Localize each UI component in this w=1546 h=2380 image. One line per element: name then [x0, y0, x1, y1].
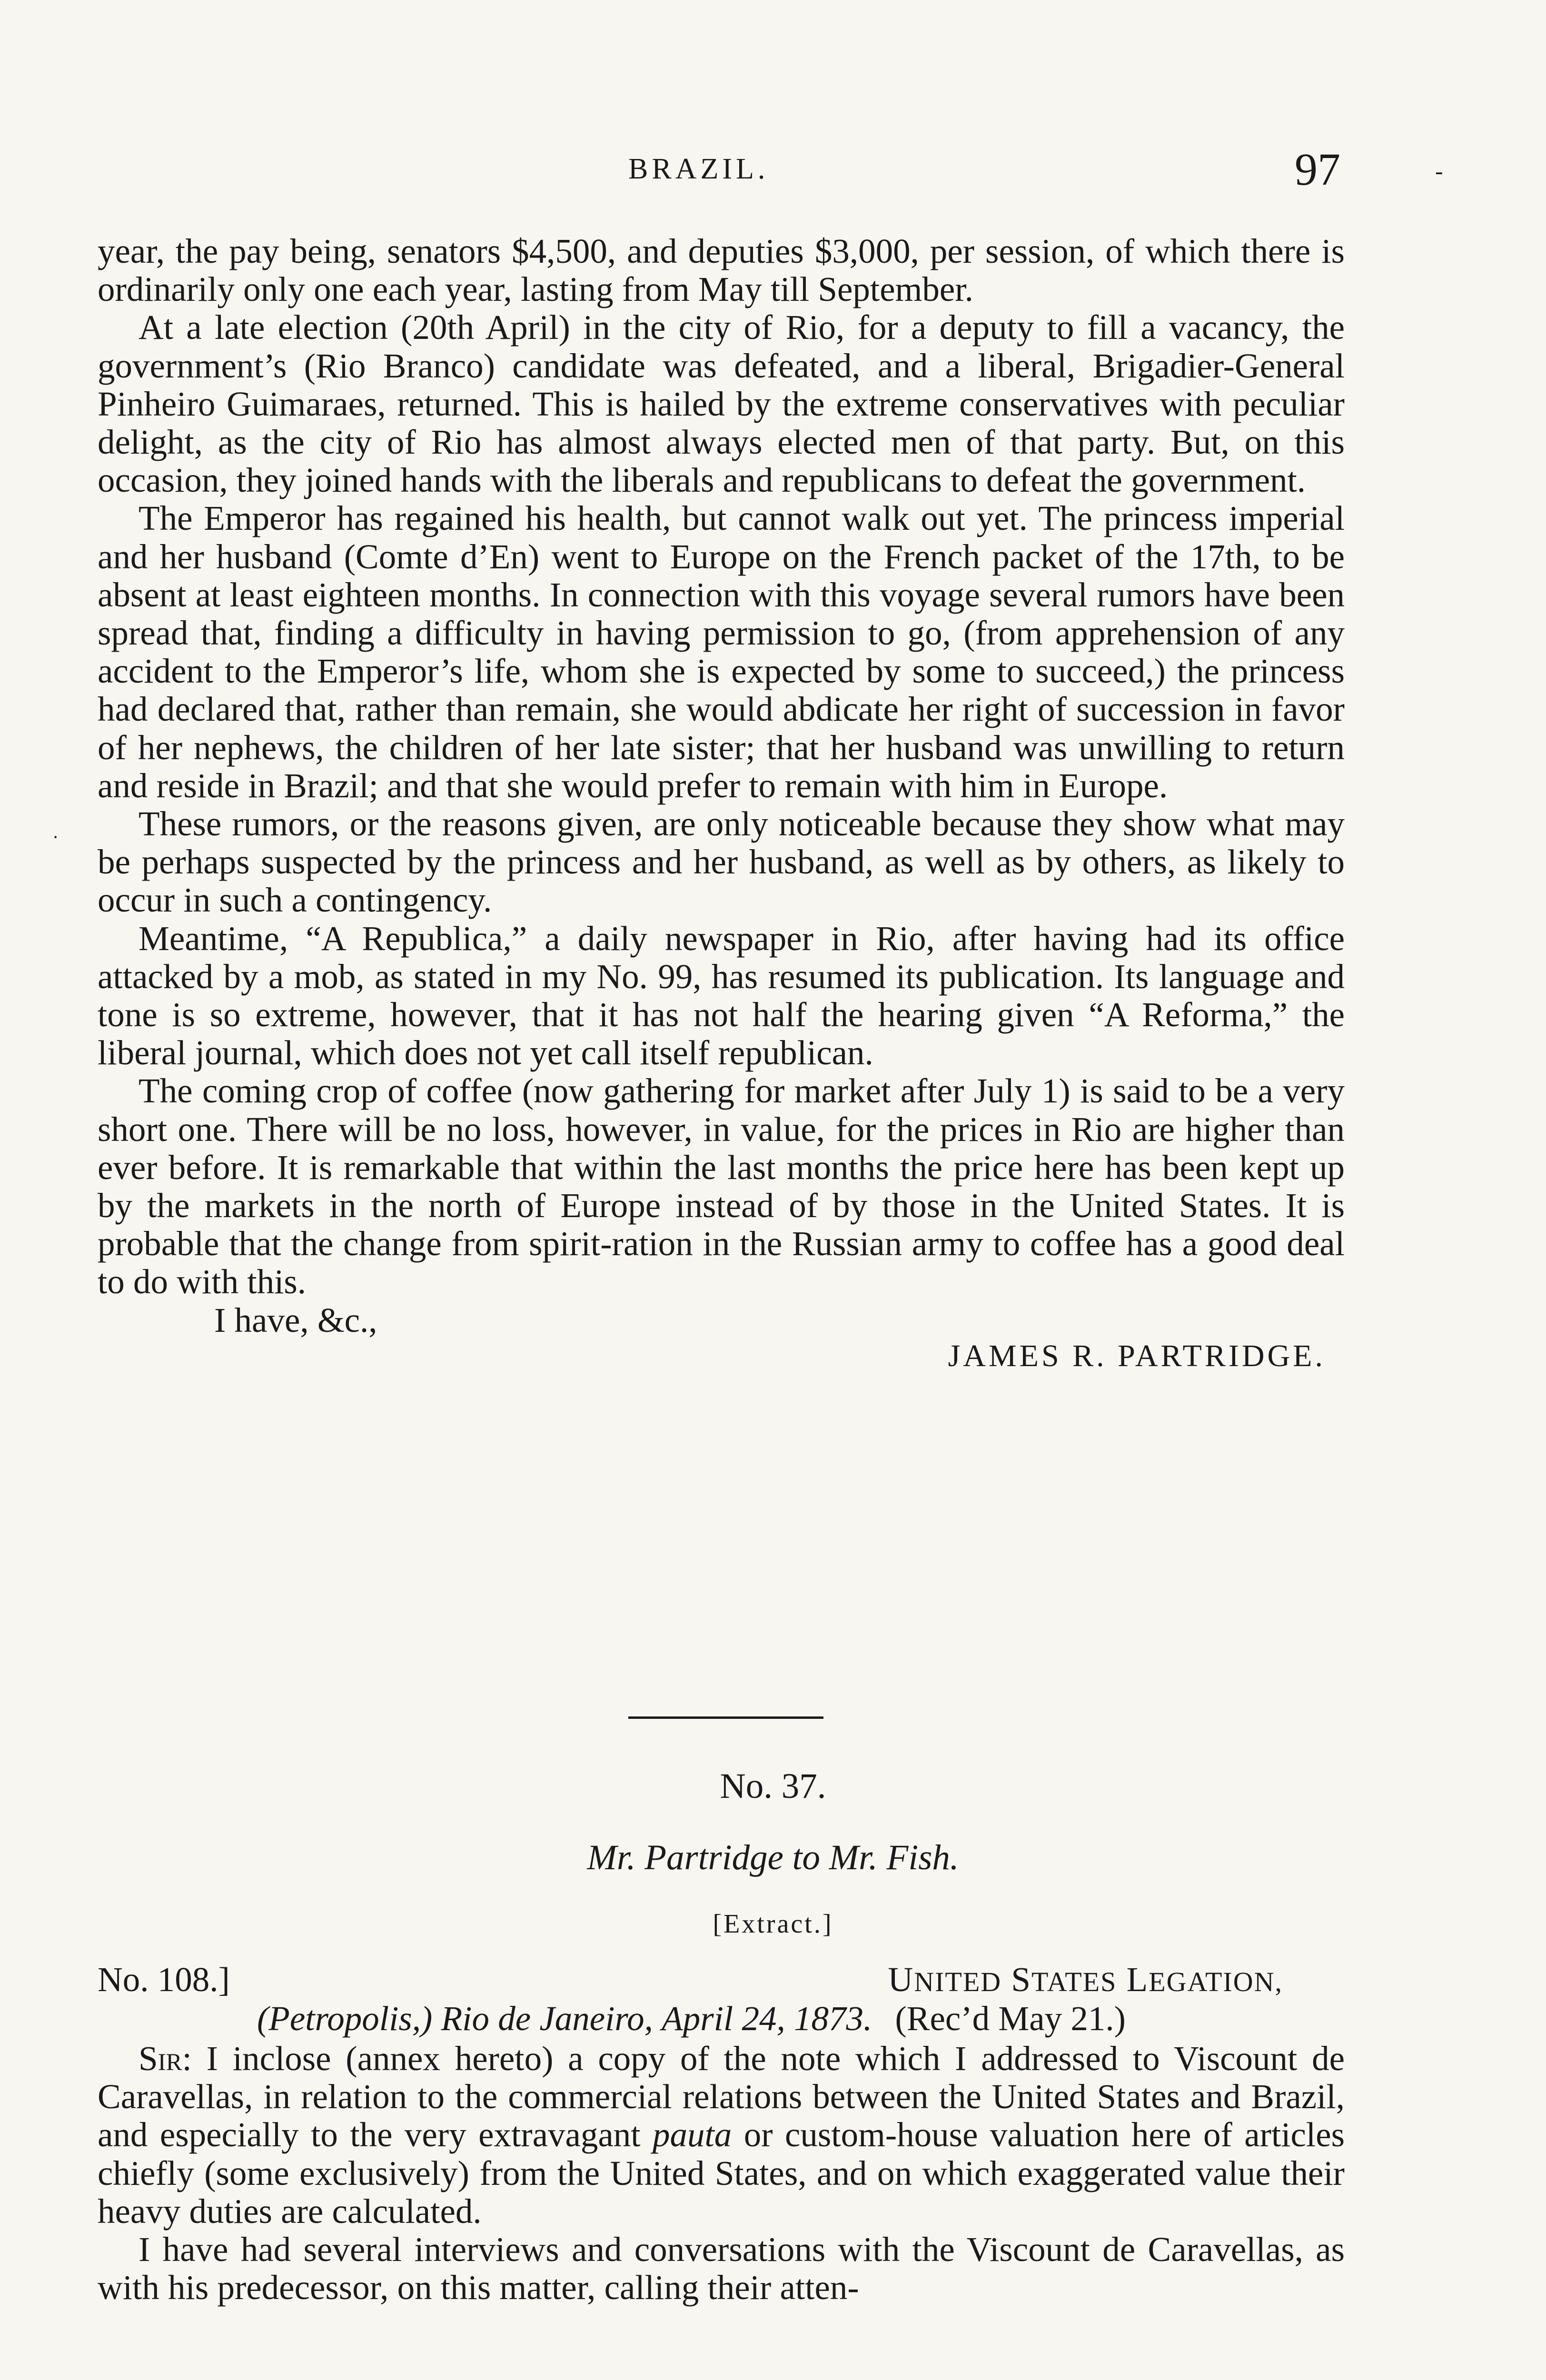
italic-term: pauta — [653, 2115, 732, 2154]
signature: JAMES R. PARTRIDGE. — [948, 1338, 1326, 1373]
section-divider — [628, 1716, 823, 1719]
letterhead — [98, 1960, 1345, 2038]
margin-mark: - — [1435, 158, 1443, 184]
letter-date: April 24, 1873. — [662, 1999, 872, 2038]
body-text — [98, 232, 1345, 1375]
letter-body — [98, 2040, 1345, 2307]
closing-line: I have, &c., — [214, 1300, 377, 1339]
received-date: (Rec’d May 21.) — [895, 1999, 1126, 2038]
document-number: No. 37. — [720, 1766, 826, 1806]
paragraph-emperor: The Emperor has regained his health, but cannot walk out yet. The princess imperial and her husband (Comte d’En) went to Europe on the French packet of the 17th, to be absent at least eighteen months. In connection with this voyage several rumors have been spread that, finding a difficulty in having permission to go, (from apprehension of any accident to the Emperor’s life, whom she is expected by some to succeed,) the princess had declared that, rather than remain, she would abdicate her right of succession in favor of her nephews, the children of her late sister; that her husband was unwilling to return and reside in Brazil; and that she would prefer to remain with him in Europe. — [98, 499, 1345, 805]
letter-paragraph-1: Sir: I inclose (annex hereto) a copy of the note which I addressed to Viscount de Caravellas, in relation to the commercial relations between the United States and Brazil, and especially to the very extravagant pauta or custom-house valuation here of articles chiefly (some exclusively) from the United States, and on which exaggerated value their heavy duties are calculated. — [98, 2039, 1345, 2231]
place-name: Rio de Janeiro, — [441, 1999, 653, 2038]
place-and-date — [98, 1999, 1345, 2038]
paragraph-coffee: The coming crop of coffee (now gathering for market after July 1) is said to be a very short one. There will be no loss, however, in value, for the prices in Rio are higher than ever before. It is remarkable that within the last months the price here has been kept up by the markets in the north of Europe instead of by those in the United States. It is probable that the change from spirit-ration in the Russian army to coffee has a good deal to do with this. — [98, 1071, 1345, 1301]
margin-dot: · — [52, 826, 59, 848]
extract-note: [Extract.] — [713, 1909, 833, 1939]
paragraph-rumors: These rumors, or the reasons given, are only noticeable because they show what may be perhaps suspected by the princess and her husband, as well as by others, as likely to occur in such a contingency. — [98, 804, 1345, 920]
paragraph-election: At a late election (20th April) in the city of Rio, for a deputy to fill a vacancy, the government’s (Rio Branco) candidate was defeated, and a liberal, Brigadier-General Pinheiro Guimaraes, returned. This is hailed by the extreme conservatives with peculiar delight, as the city of Rio has almost always elected men of that party. But, on this occasion, they joined hands with the liberals and republicans to defeat the government. — [98, 308, 1345, 500]
running-header — [0, 143, 1546, 195]
running-title: BRAZIL. — [628, 153, 769, 185]
salutation: Sir: — [139, 2039, 192, 2078]
office-name: UNITED STATES LEGATION, — [888, 1960, 1283, 1999]
dispatch-number: No. 108.] — [98, 1960, 230, 1999]
paragraph-pay: year, the pay being, senators $4,500, and deputies $3,000, per session, of which there is ordinarily only one each year, lasting from May till September. — [98, 232, 1345, 309]
document-title: Mr. Partridge to Mr. Fish. — [587, 1838, 959, 1877]
place-paren: (Petropolis,) — [257, 1999, 433, 2038]
paragraph-republica: Meantime, “A Republica,” a daily newspaper in Rio, after having had its office attacked by a mob, as stated in my No. 99, has resumed its publication. Its language and tone is so extreme, however, that it has not half the hearing given “A Reforma,” the liberal journal, which does not yet call itself republican. — [98, 919, 1345, 1072]
page-number: 97 — [1295, 144, 1340, 195]
letter-paragraph-2: I have had several interviews and conversations with the Viscount de Caravellas, as with his predecessor, on this matter, calling their atten- — [98, 2230, 1345, 2307]
